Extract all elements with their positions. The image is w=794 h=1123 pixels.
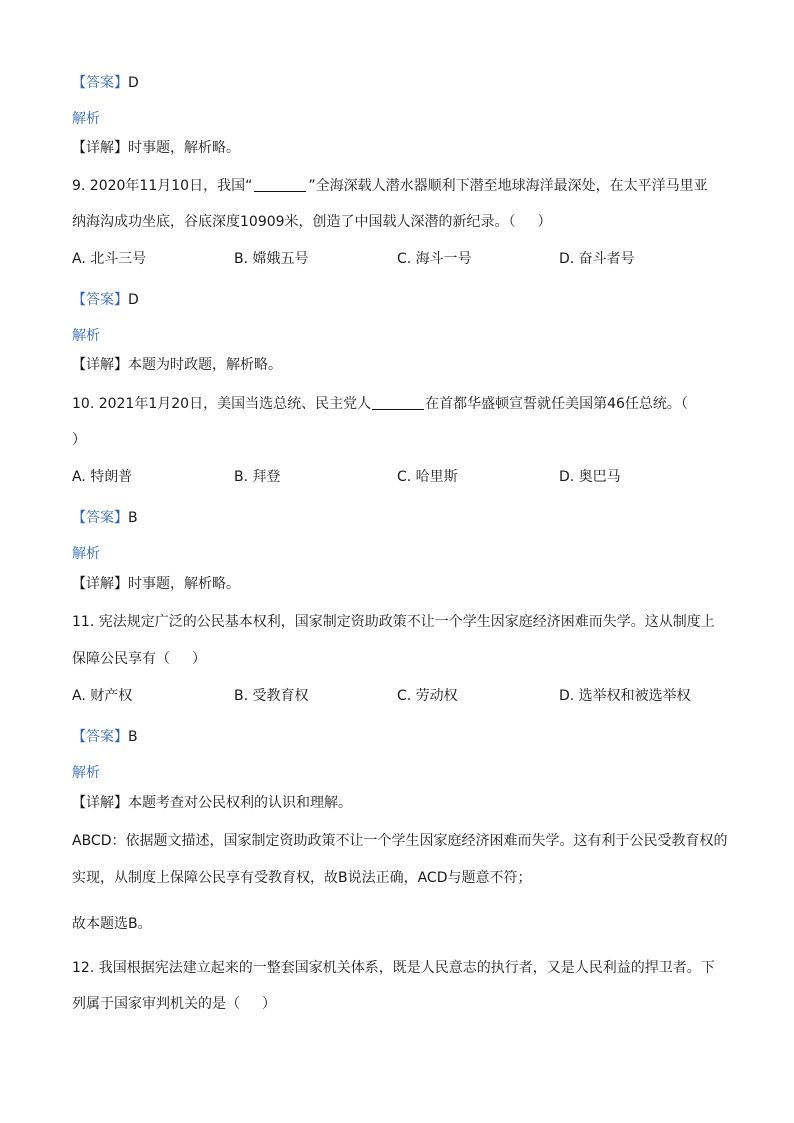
answer-label: 【答案】 [72, 510, 128, 526]
option-b: B. 嫦娥五号 [234, 251, 309, 267]
detail-line [72, 793, 352, 813]
answer-value: B [128, 729, 138, 745]
detail-text: 本题考查对公民权利的认识和理解。 [128, 795, 352, 811]
question-text: 保障公民享有（ [72, 651, 170, 667]
question-9-line-2 [72, 212, 552, 232]
explanation-line-3: 故本题选B。 [72, 916, 152, 932]
option-a: A. 特朗普 [72, 469, 133, 485]
detail-text: 时事题，解析略。 [128, 576, 240, 592]
fill-blank [254, 177, 306, 192]
answer-value: B [128, 510, 138, 526]
question-text: 纳海沟成功坐底，谷底深度10909米，创造了中国载人深潜的新纪录。（ [72, 214, 516, 230]
option-d: D. 奥巴马 [559, 469, 621, 485]
option-a: A. 财产权 [72, 688, 133, 704]
question-text: 9. 2020年11月10日，我国“ [72, 178, 253, 194]
question-text: 在首都华盛顿宣誓就任美国第46任总统。（ [425, 396, 688, 412]
detail-label: 【详解】 [72, 795, 128, 811]
analysis-label: 解析 [72, 111, 100, 127]
answer-value: D [128, 292, 139, 308]
detail-line [72, 355, 282, 375]
answer-label: 【答案】 [72, 75, 128, 91]
question-text: ） [192, 651, 206, 667]
question-text: ） [262, 996, 276, 1012]
answer-line [72, 73, 139, 93]
answer-line [72, 290, 139, 310]
explanation-line-1: ABCD：依据题文描述，国家制定资助政策不让一个学生因家庭经济困难而失学。这有利于公民受教育权的 [72, 833, 728, 849]
answer-label: 【答案】 [72, 292, 128, 308]
option-b: B. 拜登 [234, 469, 281, 485]
option-b: B. 受教育权 [234, 688, 309, 704]
question-10-line-2: ） [72, 432, 86, 448]
option-d: D. 选举权和被选举权 [559, 688, 691, 704]
option-c: C. 劳动权 [397, 688, 458, 704]
question-text: 列属于国家审判机关的是（ [72, 996, 240, 1012]
analysis-label: 解析 [72, 765, 100, 781]
detail-line [72, 574, 240, 594]
question-text: ） [537, 214, 552, 230]
analysis-label: 解析 [72, 328, 100, 344]
question-text: 10. 2021年1月20日，美国当选总统、民主党人 [72, 396, 372, 412]
option-d: D. 奋斗者号 [559, 251, 635, 267]
option-c: C. 哈里斯 [397, 469, 458, 485]
question-11-line-2 [72, 649, 206, 669]
explanation-line-2: 实现，从制度上保障公民享有受教育权，故B说法正确，ACD与题意不符； [72, 870, 532, 886]
option-a: A. 北斗三号 [72, 251, 147, 267]
answer-value: D [128, 75, 139, 91]
detail-label: 【详解】 [72, 357, 128, 373]
option-c: C. 海斗一号 [397, 251, 472, 267]
fill-blank [372, 395, 424, 410]
detail-label: 【详解】 [72, 576, 128, 592]
question-10-line-1 [72, 394, 688, 414]
question-12-line-1: 12. 我国根据宪法建立起来的一整套国家机关体系，既是人民意志的执行者，又是人民利益的捍卫者。下 [72, 960, 715, 976]
analysis-label: 解析 [72, 546, 100, 562]
detail-line [72, 138, 240, 158]
question-9-line-1 [72, 176, 708, 196]
question-11-line-1: 11. 宪法规定广泛的公民基本权利，国家制定资助政策不让一个学生因家庭经济困难而失学。这从制度上 [72, 614, 715, 630]
question-text: ”全海深载人潜水器顺利下潜至地球海洋最深处，在太平洋马里亚 [308, 178, 708, 194]
question-12-line-2 [72, 994, 276, 1014]
detail-label: 【详解】 [72, 140, 128, 156]
detail-text: 时事题，解析略。 [128, 140, 240, 156]
answer-label: 【答案】 [72, 729, 128, 745]
answer-line [72, 508, 138, 528]
answer-line [72, 727, 138, 747]
detail-text: 本题为时政题，解析略。 [128, 357, 282, 373]
